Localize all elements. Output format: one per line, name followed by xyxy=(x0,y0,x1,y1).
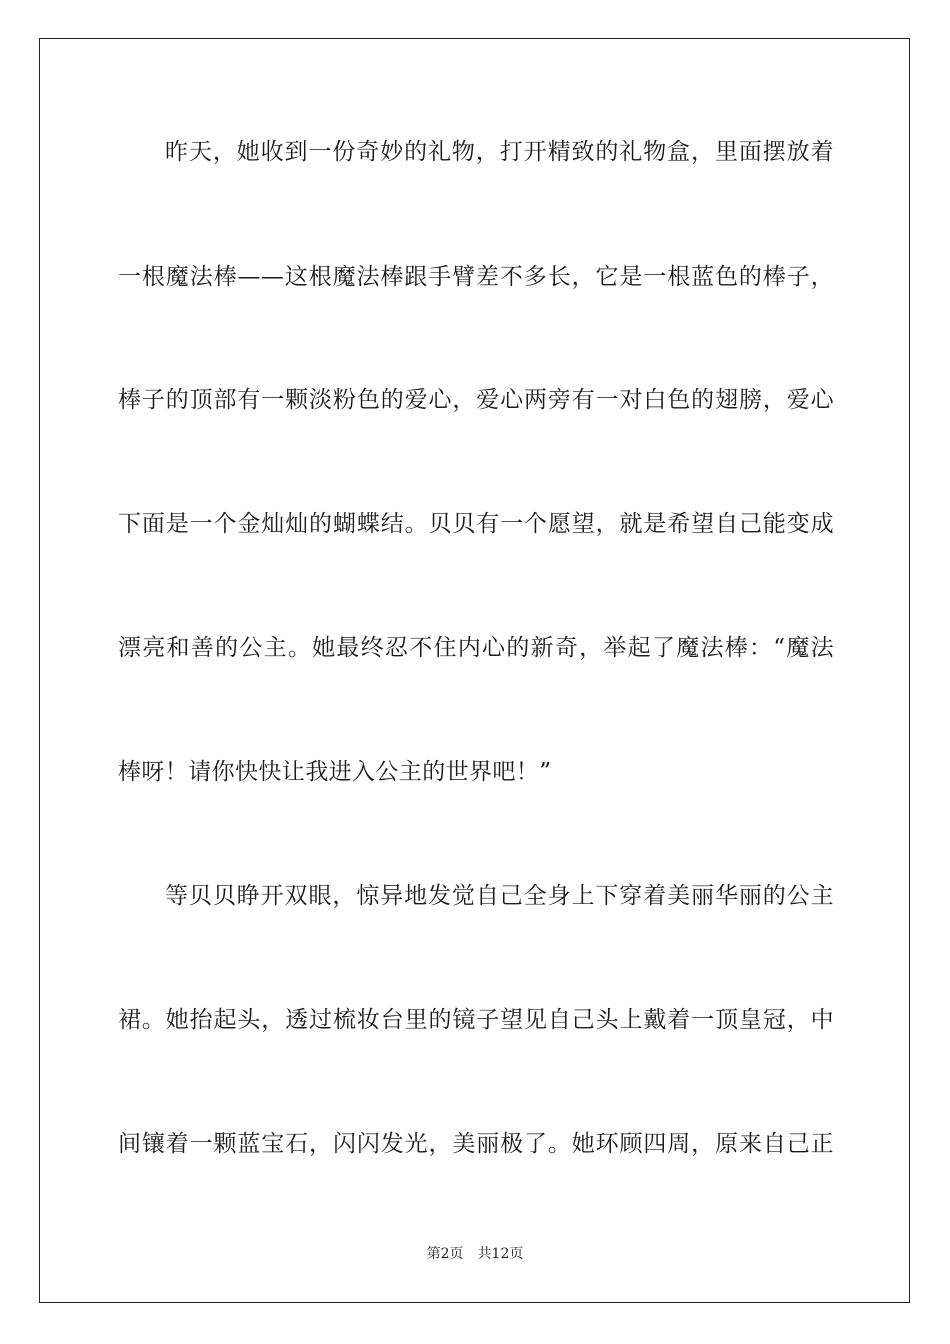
page-number: 第2页 xyxy=(426,1246,464,1262)
paragraph-line: 一根魔法棒——这根魔法棒跟手臂差不多长，它是一根蓝色的棒子， xyxy=(118,264,834,290)
paragraph-line: 间镶着一颗蓝宝石，闪闪发光，美丽极了。她环顾四周，原来自己正 xyxy=(118,1131,834,1157)
paragraph-line: 昨天，她收到一份奇妙的礼物，打开精致的礼物盒，里面摆放着 xyxy=(165,139,834,165)
page-border xyxy=(39,38,910,1303)
paragraph-line: 下面是一个金灿灿的蝴蝶结。贝贝有一个愿望，就是希望自己能变成 xyxy=(118,511,834,537)
page-total: 共12页 xyxy=(477,1246,524,1262)
paragraph-line: 漂亮和善的公主。她最终忍不住内心的新奇，举起了魔法棒：“魔法 xyxy=(118,635,834,661)
paragraph-line: 裙。她抬起头，透过梳妆台里的镜子望见自己头上戴着一顶皇冠，中 xyxy=(118,1007,834,1033)
paragraph-line: 棒呀！请你快快让我进入公主的世界吧！” xyxy=(118,759,552,785)
paragraph-line: 棒子的顶部有一颗淡粉色的爱心，爱心两旁有一对白色的翅膀，爱心 xyxy=(118,387,834,413)
paragraph-line: 等贝贝睁开双眼，惊异地发觉自己全身上下穿着美丽华丽的公主 xyxy=(165,883,834,909)
page-footer xyxy=(0,1245,950,1263)
